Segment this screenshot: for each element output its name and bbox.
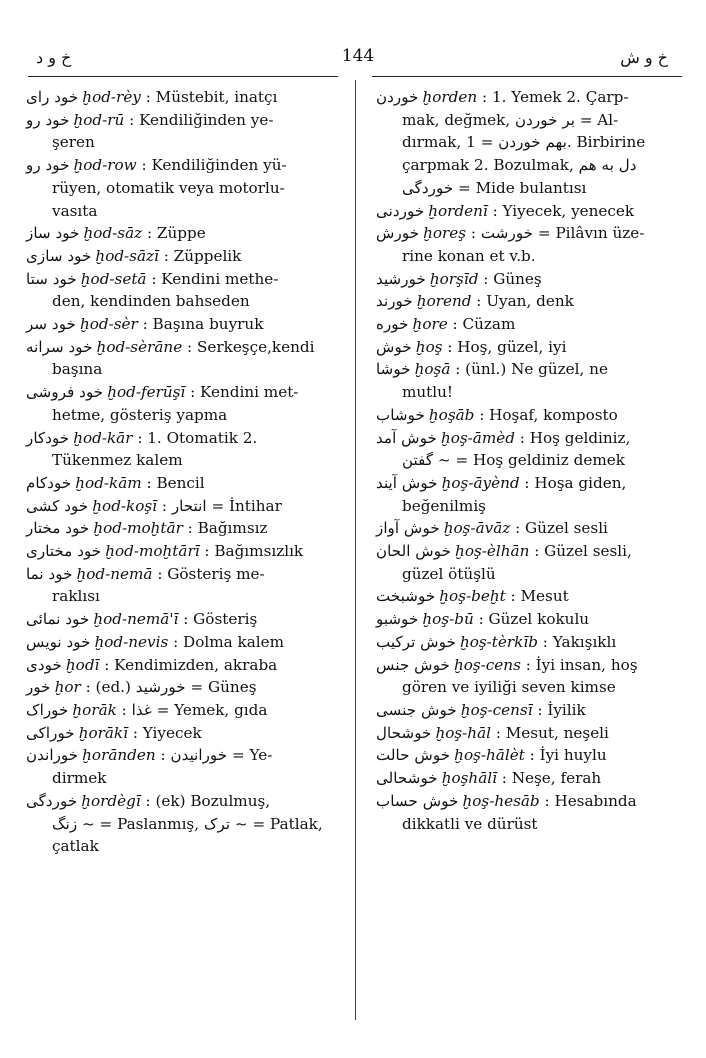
definition: : Züppe xyxy=(146,224,206,243)
ottoman-word: خود ساز xyxy=(26,224,80,243)
definition: : Hesabında xyxy=(544,791,637,810)
definition: : İyilik xyxy=(537,700,586,719)
headword-transliteration: ḫorāk xyxy=(72,700,117,719)
ottoman-word: خورند xyxy=(376,292,413,311)
dictionary-entry xyxy=(26,427,329,472)
definition: : Gösteriş me- xyxy=(157,564,265,583)
definition: : Müstebit, inatçı xyxy=(145,88,278,106)
dictionary-entry xyxy=(376,585,679,608)
dictionary-entry xyxy=(26,472,329,495)
headword-transliteration: ḫod-ferūşī xyxy=(107,383,186,402)
dictionary-entry xyxy=(376,86,679,200)
headword-transliteration: ḫod-moḫtārī xyxy=(105,542,200,561)
definition: : Yiyecek xyxy=(132,723,202,742)
definition: : Gösteriş xyxy=(183,610,258,629)
definition: : Serkeşçe,kendi xyxy=(187,337,315,356)
definition: : انتحار = İntihar xyxy=(161,496,282,515)
ottoman-word: خوش آواز xyxy=(376,519,440,538)
ottoman-word: خوش xyxy=(376,337,412,356)
headword-transliteration: ḫod-sèrāne xyxy=(96,337,183,356)
ottoman-word: خودی xyxy=(26,655,62,674)
definition: : Kendimizden, akraba xyxy=(104,655,278,674)
dictionary-entry xyxy=(26,608,329,631)
headword-transliteration: ḫod-moḫtār xyxy=(93,519,183,538)
dictionary-entry xyxy=(26,654,329,677)
dictionary-entry xyxy=(376,336,679,359)
headword-transliteration: ḫod-setā xyxy=(80,269,147,288)
definition-continuation: زنگ ~ = Paslanmış, ترک ~ = Patlak, çatlak xyxy=(52,814,323,856)
headword-transliteration: ḫorend xyxy=(416,292,472,311)
dictionary-entry xyxy=(26,313,329,336)
definition: : Hoş, güzel, iyi xyxy=(447,337,567,356)
ottoman-word: خود رو xyxy=(26,156,70,175)
headword-transliteration: ḫoş-cens xyxy=(453,655,521,674)
dictionary-entry xyxy=(26,722,329,745)
page-header xyxy=(28,44,678,70)
dictionary-entry xyxy=(26,381,329,426)
ottoman-word: خوراکی xyxy=(26,723,75,742)
definition: : Dolma kalem xyxy=(173,632,285,651)
definition: : Güneş xyxy=(483,269,542,288)
definition-continuation: mak, değmek, بر خوردن = Al- dırmak, بهم خوردن = 1. Birbirine çarpmak 2. Bozulmak, دل به هم خوردگی = Mide bulantısı xyxy=(402,110,646,197)
dictionary-entry xyxy=(376,222,679,267)
definition: : İyi insan, hoş xyxy=(525,655,638,674)
definition: : Züppelik xyxy=(163,246,242,265)
ottoman-word: خوش آیند xyxy=(376,473,438,492)
ottoman-word: خوش جنسی xyxy=(376,700,457,719)
left-column xyxy=(26,86,329,858)
definition: : (ünl.) Ne güzel, ne xyxy=(455,360,608,379)
definition: : Hoşa giden, xyxy=(524,473,627,492)
headword-transliteration: ḫorākī xyxy=(78,723,128,742)
ottoman-word: خور xyxy=(26,678,51,697)
ottoman-word: خوش الحان xyxy=(376,542,452,561)
headword-transliteration: ḫoreş xyxy=(423,224,467,243)
ottoman-word: خود سرانه xyxy=(26,337,93,356)
dictionary-entry xyxy=(26,336,329,381)
headword-transliteration: ḫoş-hesāb xyxy=(462,791,540,810)
dictionary-entry xyxy=(26,154,329,222)
headword-transliteration: ḫod-nevis xyxy=(94,632,169,651)
definition: : Kendini met- xyxy=(190,383,299,402)
headword-transliteration: ḫoş xyxy=(415,337,443,356)
dictionary-entry xyxy=(26,563,329,608)
dictionary-entry xyxy=(376,744,679,767)
ottoman-word: خود سر xyxy=(26,315,76,334)
dictionary-entry xyxy=(26,676,329,699)
ottoman-word: خود سازی xyxy=(26,246,92,265)
ottoman-word: خوشبو xyxy=(376,610,419,629)
definition: : Güzel kokulu xyxy=(478,610,590,629)
dictionary-entry xyxy=(26,744,329,789)
headword-transliteration: ḫod-kām xyxy=(75,473,142,492)
ottoman-word: خوشاب xyxy=(376,405,425,424)
headword-transliteration: ḫoş-èlhān xyxy=(455,542,530,561)
definition: : خورانیدن = Ye- xyxy=(160,746,273,765)
headword-transliteration: ḫorden xyxy=(422,88,478,106)
headword-transliteration: ḫod-rèy xyxy=(82,88,141,106)
definition: : Yiyecek, yenecek xyxy=(492,201,635,220)
definition: : Bencil xyxy=(146,473,205,492)
header-rule-right xyxy=(372,76,682,77)
ottoman-word: خوش حالت xyxy=(376,746,451,765)
definition: : Hoşaf, komposto xyxy=(479,405,618,424)
headword-transliteration: ḫoşāb xyxy=(428,405,475,424)
ottoman-word: خورشید xyxy=(376,269,426,288)
definition-continuation: dikkatli ve dürüst xyxy=(402,814,538,833)
definition: : غذا = Yemek, gıda xyxy=(121,700,268,719)
headword-transliteration: ḫoş-bū xyxy=(422,610,474,629)
headword-transliteration: ḫoş-censī xyxy=(460,700,533,719)
headword-transliteration: ḫoş-tèrkīb xyxy=(459,632,538,651)
definition-continuation: den, kendinden bahseden xyxy=(52,292,250,311)
header-right-letters: خ و ش xyxy=(620,48,668,67)
dictionary-entry xyxy=(376,631,679,654)
headword-transliteration: ḫod-sāzī xyxy=(95,246,159,265)
dictionary-entry xyxy=(376,722,679,745)
ottoman-word: خود نویس xyxy=(26,632,91,651)
dictionary-entry xyxy=(376,358,679,403)
ottoman-word: خودکار xyxy=(26,428,70,447)
definition: : Hoş geldiniz, xyxy=(519,428,631,447)
dictionary-entry xyxy=(26,790,329,858)
dictionary-entry xyxy=(376,540,679,585)
definition: : Cüzam xyxy=(452,315,516,334)
headword-transliteration: ḫod-kār xyxy=(73,428,133,447)
ottoman-word: خوش ترکیب xyxy=(376,632,456,651)
dictionary-entry xyxy=(26,109,329,154)
dictionary-entry xyxy=(376,404,679,427)
definition-continuation: rüyen, otomatik veya motorlu- vasıta xyxy=(52,178,285,220)
headword-transliteration: ḫor xyxy=(54,678,81,697)
headword-transliteration: ḫod-sāz xyxy=(83,224,143,243)
headword-transliteration: ḫod-koşī xyxy=(92,496,158,515)
definition: : İyi huylu xyxy=(529,746,607,765)
ottoman-word: خود ستا xyxy=(26,269,77,288)
ottoman-word: خوردگی xyxy=(26,791,78,810)
definition: : 1. Otomatik 2. xyxy=(137,428,258,447)
headword-transliteration: ḫorānden xyxy=(82,746,156,765)
ottoman-word: خوش حساب xyxy=(376,791,459,810)
headword-transliteration: ḫoş-āyènd xyxy=(441,473,520,492)
headword-transliteration: ḫoş-hālèt xyxy=(454,746,525,765)
ottoman-word: خوشحالی xyxy=(376,769,438,788)
dictionary-entry xyxy=(376,767,679,790)
dictionary-entry xyxy=(26,222,329,245)
dictionary-entry xyxy=(26,631,329,654)
ottoman-word: خورش xyxy=(376,224,420,243)
headword-transliteration: ḫoşhālī xyxy=(441,769,497,788)
definition: : Yakışıklı xyxy=(542,632,617,651)
definition-continuation: şeren xyxy=(52,133,95,152)
ottoman-word: خوشا xyxy=(376,360,411,379)
header-left-letters: خ و د xyxy=(36,48,72,67)
ottoman-word: خوش جنس xyxy=(376,655,450,674)
ottoman-word: خود رای xyxy=(26,88,79,106)
definition-continuation: raklısı xyxy=(52,587,100,606)
dictionary-entry xyxy=(26,540,329,563)
ottoman-word: خود رو xyxy=(26,110,70,129)
definition: : Başına buyruk xyxy=(142,315,264,334)
ottoman-word: خوش آمد xyxy=(376,428,437,447)
definition: : Uyan, denk xyxy=(476,292,574,311)
headword-transliteration: ḫoş-beḫt xyxy=(439,587,506,606)
headword-transliteration: ḫod-nemā'ī xyxy=(93,610,179,629)
ottoman-word: خوراک xyxy=(26,700,69,719)
headword-transliteration: ḫod-sèr xyxy=(79,315,138,334)
definition-continuation: mutlu! xyxy=(402,383,454,402)
dictionary-entry xyxy=(376,517,679,540)
definition: : Bağımsız xyxy=(187,519,268,538)
headword-transliteration: ḫoş-hāl xyxy=(435,723,491,742)
page-number: 144 xyxy=(341,46,375,66)
ottoman-word: خود مختار xyxy=(26,519,90,538)
definition-continuation: beğenilmiş xyxy=(402,496,486,515)
definition-continuation: gören ve iyiliği seven kimse xyxy=(402,678,616,697)
definition: : خورشت = Pilâvın üze- xyxy=(470,224,645,243)
dictionary-entry xyxy=(376,608,679,631)
dictionary-entry xyxy=(376,790,679,835)
ottoman-word: خود مختاری xyxy=(26,542,102,561)
definition-continuation: hetme, gösteriş yapma xyxy=(52,405,228,424)
headword-transliteration: ḫodī xyxy=(65,655,100,674)
dictionary-entry xyxy=(376,427,679,472)
ottoman-word: خوره xyxy=(376,315,409,334)
definition: : Mesut, neşeli xyxy=(495,723,609,742)
headword-transliteration: ḫore xyxy=(412,315,448,334)
headword-transliteration: ḫoş-āvāz xyxy=(443,519,511,538)
column-divider xyxy=(355,80,356,1020)
definition: : Neşe, ferah xyxy=(501,769,602,788)
headword-transliteration: ḫod-nemā xyxy=(76,564,153,583)
definition: : Kendiliğinden ye- xyxy=(129,110,274,129)
definition-continuation: başına xyxy=(52,360,103,379)
headword-transliteration: ḫod-rū xyxy=(73,110,125,129)
dictionary-entry xyxy=(376,268,679,291)
ottoman-word: خوراندن xyxy=(26,746,79,765)
headword-transliteration: ḫordègī xyxy=(81,791,141,810)
headword-transliteration: ḫod-row xyxy=(73,156,137,175)
definition: : 1. Yemek 2. Çarp- xyxy=(482,88,629,106)
dictionary-entry xyxy=(26,86,329,109)
definition: : Kendiliğinden yü- xyxy=(141,156,287,175)
headword-transliteration: ḫoşā xyxy=(414,360,451,379)
definition: : Güzel sesli xyxy=(515,519,608,538)
definition-continuation: rine konan et v.b. xyxy=(402,246,536,265)
dictionary-entry xyxy=(26,699,329,722)
ottoman-word: خود کشی xyxy=(26,496,89,515)
definition: : (ed.) خورشید = Güneş xyxy=(85,678,257,697)
ottoman-word: خوشحال xyxy=(376,723,432,742)
dictionary-entry xyxy=(26,245,329,268)
dictionary-entry xyxy=(376,290,679,313)
dictionary-entry xyxy=(376,313,679,336)
headword-transliteration: ḫorşīd xyxy=(429,269,479,288)
definition: : Mesut xyxy=(510,587,569,606)
definition: : Kendini methe- xyxy=(151,269,279,288)
dictionary-entry xyxy=(26,268,329,313)
headword-transliteration: ḫordenī xyxy=(428,201,488,220)
definition-continuation: Tükenmez kalem xyxy=(52,451,183,470)
right-column xyxy=(376,86,679,835)
dictionary-entry xyxy=(26,517,329,540)
ottoman-word: خوردن xyxy=(376,88,419,106)
header-rule-left xyxy=(28,76,338,77)
ottoman-word: خوشبخت xyxy=(376,587,436,606)
definition-continuation: güzel ötüşlü xyxy=(402,564,496,583)
ottoman-word: خوردنی xyxy=(376,201,425,220)
dictionary-entry xyxy=(376,200,679,223)
ottoman-word: خودکام xyxy=(26,473,72,492)
ottoman-word: خود نما xyxy=(26,564,73,583)
definition: : (ek) Bozulmuş, xyxy=(145,791,271,810)
definition: : Güzel sesli, xyxy=(534,542,632,561)
definition-continuation: گفتن ~ = Hoş geldiniz demek xyxy=(402,451,625,470)
definition: : Bağımsızlık xyxy=(204,542,304,561)
dictionary-entry xyxy=(376,472,679,517)
definition-continuation: dirmek xyxy=(52,769,107,788)
dictionary-entry xyxy=(376,654,679,699)
ottoman-word: خود فروشی xyxy=(26,383,104,402)
headword-transliteration: ḫoş-āmèd xyxy=(440,428,515,447)
ottoman-word: خود نمائی xyxy=(26,610,90,629)
dictionary-entry xyxy=(26,495,329,518)
dictionary-entry xyxy=(376,699,679,722)
